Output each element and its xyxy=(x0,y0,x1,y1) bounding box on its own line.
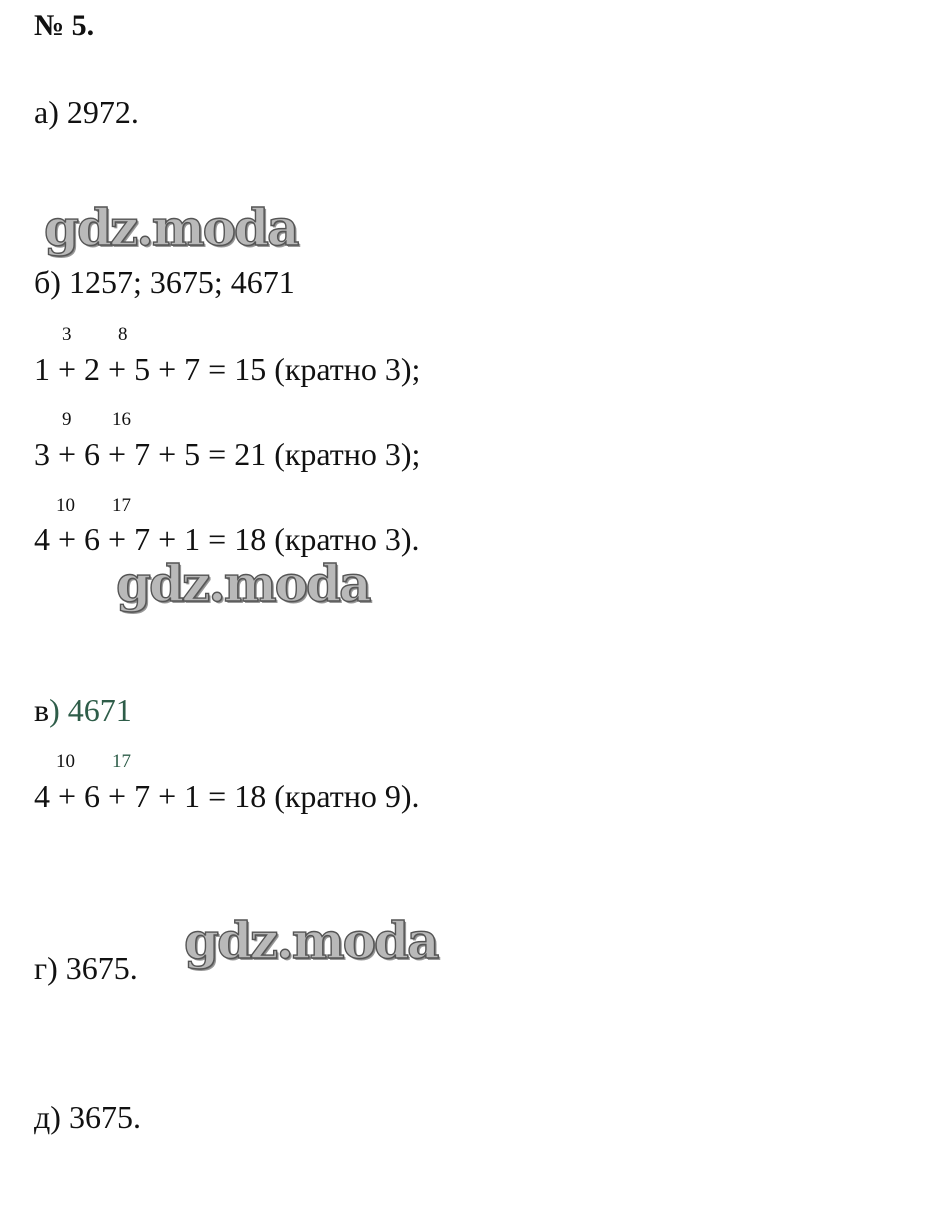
superscript-partial-sum: 9 xyxy=(62,409,72,430)
answer-g: г) 3675. xyxy=(34,950,138,986)
answer-a: а) 2972. xyxy=(34,94,139,130)
superscript-partial-sum: 10 xyxy=(56,751,75,772)
watermark-logo: gdz.moda xyxy=(44,198,298,257)
superscript-partial-sum: 3 xyxy=(62,324,72,345)
equation-b-3: 4 + 6 + 7 + 1 = 18 (кратно 3). xyxy=(34,521,420,557)
watermark-logo: gdz.moda xyxy=(184,911,438,970)
exercise-number: № 5. xyxy=(34,9,95,42)
superscript-partial-sum: 8 xyxy=(118,324,128,345)
superscript-partial-sum: 17 xyxy=(112,751,131,772)
superscript-partial-sum: 17 xyxy=(112,495,131,516)
answer-d: д) 3675. xyxy=(34,1099,141,1135)
equation-v: 4 + 6 + 7 + 1 = 18 (кратно 9). xyxy=(34,778,420,814)
answer-v-value: ) 4671 xyxy=(49,692,132,728)
superscript-partial-sum: 10 xyxy=(56,495,75,516)
watermark-logo: gdz.moda xyxy=(116,554,370,613)
superscript-partial-sum: 16 xyxy=(112,409,131,430)
answer-v-letter: в xyxy=(34,692,50,728)
equation-b-2: 3 + 6 + 7 + 5 = 21 (кратно 3); xyxy=(34,436,421,472)
answer-v xyxy=(34,690,132,730)
answer-b: б) 1257; 3675; 4671 xyxy=(34,264,295,300)
equation-b-1: 1 + 2 + 5 + 7 = 15 (кратно 3); xyxy=(34,351,421,387)
